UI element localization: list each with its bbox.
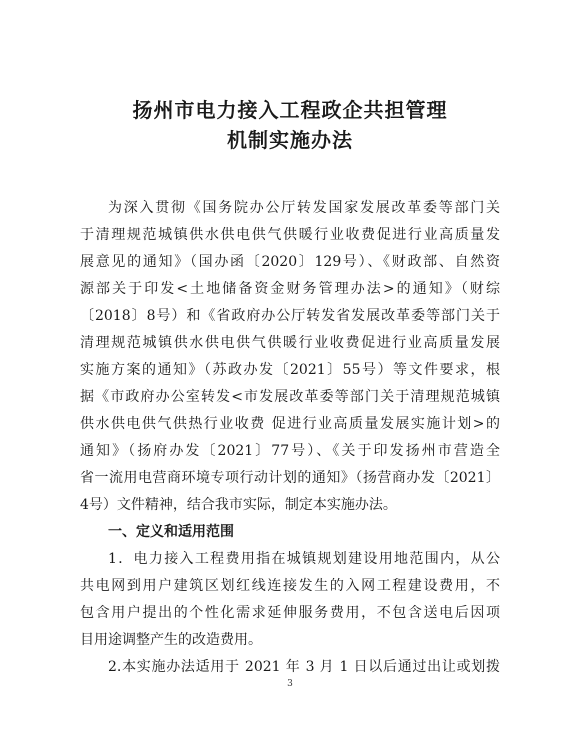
intro-line: 4号）文件精神，结合我市实际，制定本实施办法。	[80, 497, 397, 513]
intro-line: 实施方案的通知》（苏政办发〔2021〕55号）等文件要求，根	[80, 362, 500, 378]
intro-line: 供水供电供气供热行业收费 促进行业高质量发展实施计划>的	[80, 416, 500, 432]
intro-line: 省一流用电营商环境专项行动计划的通知》（扬营商办发〔2021〕	[80, 470, 500, 486]
intro-line: 据《市政府办公室转发<市发展改革委等部门关于清理规范城镇	[80, 389, 500, 405]
document-title-line-2: 机制实施办法	[227, 128, 353, 152]
intro-line: 展意见的通知》（国办函〔2020〕129号）、《财政部、自然资	[80, 254, 500, 270]
section-heading: 一、定义和适用范围	[108, 524, 234, 540]
item2-line: 2.本实施办法适用于 2021 年 3 月 1 日以后通过出让或划拨	[108, 659, 500, 675]
item1-line: 1．电力接入工程费用指在城镇规划建设用地范围内，从公	[108, 551, 500, 567]
intro-line: 清理规范城镇供水供电供气供暖行业收费促进行业高质量发展	[80, 335, 500, 351]
intro-line: 通知》（扬府办发〔2021〕77号）、《关于印发扬州市营造全	[80, 443, 500, 459]
intro-line: 〔2018〕8号）和《省政府办公厅转发省发展改革委等部门关于	[80, 308, 500, 324]
document-title-line-1: 扬州市电力接入工程政企共担管理	[132, 98, 448, 122]
intro-line: 为深入贯彻《国务院办公厅转发国家发展改革委等部门关	[108, 200, 500, 216]
intro-line: 源部关于印发<土地储备资金财务管理办法>的通知》（财综	[80, 281, 500, 297]
page-number: 3	[287, 679, 293, 689]
item1-line: 包含用户提出的个性化需求延伸服务费用，不包含送电后因项	[80, 605, 500, 621]
intro-line: 于清理规范城镇供水供电供气供暖行业收费促进行业高质量发	[80, 227, 500, 243]
item1-line: 共电网到用户建筑区划红线连接发生的入网工程建设费用，不	[80, 578, 500, 594]
item1-line: 目用途调整产生的改造费用。	[80, 632, 262, 648]
